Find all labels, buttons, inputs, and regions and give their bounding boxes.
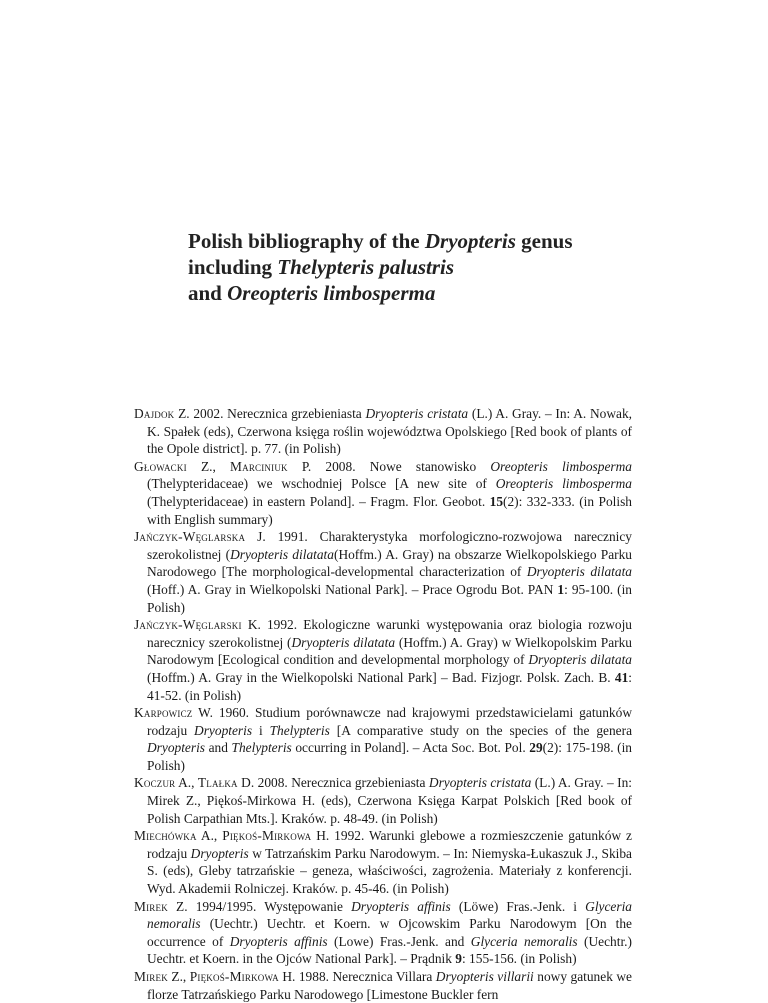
- reference-entry: [134, 968, 632, 1003]
- reference-text: nowy gatunek we florze Tatrzańskiego Parku Narodowego [Limestone Buckler fern: [147, 969, 632, 1002]
- author-name: Tlałka: [197, 775, 238, 791]
- title-line-2: [188, 254, 608, 280]
- species-name: Dryopteris cristata: [428, 775, 532, 791]
- reference-text: (Thelypteridaceae) we wschodniej Polsce [A new site of: [147, 476, 496, 492]
- author-name: Marciniuk: [230, 458, 288, 474]
- reference-text: (Uechtr.) Uechtr. et Koern. in the Ojców National Park]. – Prądnik: [147, 933, 632, 967]
- author-name: Piękoś-Mirkowa: [222, 828, 312, 844]
- reference-text: (Hoffm.) A. Gray) w Wielkopolskim Parku Narodowym [Ecological condition and developmental morphology of: [147, 634, 632, 668]
- reference-text: : 95-100. (in Polish): [147, 581, 633, 615]
- title-segment: genus: [515, 229, 573, 253]
- reference-text: (Hoff.) A. Gray in Wielkopolski National Park]. – Prace Ogrodu Bot. PAN: [147, 581, 558, 597]
- reference-entry: [134, 405, 632, 458]
- reference-text: (Thelypteridaceae) in eastern Poland]. – Fragm. Flor. Geobot.: [147, 493, 490, 509]
- reference-text: and: [205, 740, 232, 756]
- volume-number: 41: [614, 669, 629, 685]
- reference-entry: [134, 458, 632, 528]
- reference-text: occurring in Poland]. – Acta Soc. Bot. Pol.: [291, 740, 530, 756]
- author-name: Koczur: [134, 775, 176, 791]
- reference-text: (2): 175-198. (in Polish): [147, 740, 632, 773]
- reference-text: H. 1992. Warunki glebowe a rozmieszczenie gatunków z rodzaju: [147, 828, 632, 861]
- reference-entry: [134, 898, 632, 968]
- species-name: Dryopteris: [190, 845, 249, 861]
- species-name: Dryopteris: [147, 740, 206, 756]
- species-name: Dryopteris cristata: [365, 406, 469, 421]
- reference-text: A.,: [175, 775, 198, 791]
- article-title: [188, 228, 608, 306]
- species-name: Dryopteris dilatata: [528, 652, 632, 668]
- reference-text: D. 2008. Nerecznica grzebieniasta: [237, 775, 429, 791]
- reference-text: : 155-156. (in Polish): [461, 951, 577, 967]
- species-name: Oreopteris limbosperma: [495, 476, 632, 492]
- author-name: Dajdok: [134, 406, 175, 421]
- species-name: Glyceria nemoralis: [147, 898, 633, 932]
- species-name: Oreopteris limbosperma: [490, 458, 632, 474]
- reference-text: (L.) A. Gray. – In: Mirek Z., Piękoś-Mirkowa H. (eds), Czerwona Księga Karpat Polskich [Red book of Polish Carpathian Mts.]. Kraków. p. 48-49. (in Polish): [147, 775, 632, 826]
- title-line-1: [188, 228, 608, 254]
- author-name: Karpowicz: [134, 705, 193, 721]
- title-italic-segment: Thelypteris palustris: [277, 255, 455, 279]
- reference-text: Z.,: [186, 458, 231, 474]
- reference-entry: [134, 616, 632, 704]
- author-name: Jańczyk-Węglarski: [134, 617, 242, 633]
- reference-text: i: [252, 722, 270, 738]
- reference-text: Z.,: [167, 969, 190, 984]
- species-name: Dryopteris dilatata: [526, 564, 632, 580]
- reference-list: [134, 405, 632, 1003]
- reference-text: J. 1991. Charakterystyka morfologiczno-rozwojowa narecznicy szerokolistnej (: [147, 529, 632, 562]
- species-name: Dryopteris affinis: [229, 933, 328, 949]
- species-name: Glyceria nemoralis: [470, 933, 578, 949]
- species-name: Dryopteris: [194, 722, 253, 738]
- volume-number: 9: [455, 951, 462, 967]
- species-name: Dryopteris affinis: [351, 898, 451, 914]
- reference-entry: [134, 704, 632, 774]
- reference-text: (Uechtr.) Uechtr. et Koern. w Ojcowskim Parku Narodowym [On the occurrence of: [147, 916, 632, 949]
- reference-text: w Tatrzańskim Parku Narodowym. – In: Niemyska-Łukaszuk J., Skiba S. (eds), Gleby tatrzańskie – geneza, właściwości, zagrożenia. Materiały z konferencji. Wyd. Akademii Rolniczej. Kraków. p. 45-46. (in Polish): [147, 845, 633, 897]
- reference-text: : 41-52. (in Polish): [147, 669, 632, 703]
- reference-text: [A comparative study on the species of the genera: [329, 722, 633, 738]
- title-segment: and: [188, 281, 228, 305]
- volume-number: 29: [529, 740, 543, 756]
- author-name: Miechówka: [134, 828, 197, 844]
- title-segment: Polish bibliography of the: [188, 229, 425, 253]
- reference-text: Z. 1994/1995. Występowanie: [167, 898, 352, 914]
- reference-text: H. 1988. Nerecznica Villara: [278, 969, 436, 984]
- reference-text: K. 1992. Ekologiczne warunki występowania oraz biologia rozwoju narecznicy szerokolistnej (: [147, 617, 632, 650]
- reference-text: Z. 2002. Nerecznica grzebieniasta: [174, 406, 366, 421]
- author-name: Jańczyk-Węglarska: [134, 529, 246, 545]
- title-italic-segment: Oreopteris limbosperma: [227, 281, 436, 305]
- reference-entry: [134, 774, 632, 827]
- volume-number: 15: [489, 493, 504, 509]
- species-name: Thelypteris: [231, 740, 292, 756]
- reference-entry: [134, 528, 632, 616]
- species-name: Thelypteris: [269, 722, 330, 738]
- reference-text: (L.) A. Gray. – In: A. Nowak, K. Spałek (eds), Czerwona księga roślin województwa Opolskiego [Red book of plants of the Opole district]. p. 77. (in Polish): [147, 406, 633, 457]
- reference-text: A.,: [196, 828, 223, 844]
- species-name: Dryopteris villarii: [435, 969, 534, 984]
- reference-text: (Lowe) Fras.-Jenk. and: [327, 933, 471, 949]
- title-italic-segment: Dryopteris: [424, 229, 516, 253]
- reference-text: (2): 332-333. (in Polish with English summary): [147, 493, 632, 527]
- species-name: Dryopteris dilatata: [291, 634, 396, 650]
- author-name: Piękoś-Mirkowa: [189, 969, 279, 984]
- reference-text: P. 2008. Nowe stanowisko: [287, 458, 491, 474]
- reference-text: W. 1960. Studium porównawcze nad krajowymi przedstawicielami gatunków rodzaju: [147, 705, 632, 738]
- reference-entry: [134, 827, 632, 897]
- reference-text: (Hoffm.) A. Gray) na obszarze Wielkopolskiego Parku Narodowego [The morphological-developmental characterization of: [147, 546, 632, 580]
- volume-number: 1: [557, 581, 565, 597]
- author-name: Mirek: [134, 969, 168, 984]
- title-line-3: [188, 280, 608, 306]
- author-name: Głowacki: [134, 458, 187, 474]
- title-segment: including: [188, 255, 278, 279]
- reference-text: (Löwe) Fras.-Jenk. i: [450, 898, 586, 914]
- reference-text: (Hoffm.) A. Gray in the Wielkopolski National Park] – Bad. Fizjogr. Polsk. Zach. B.: [147, 669, 615, 685]
- author-name: Mirek: [134, 898, 168, 914]
- species-name: Dryopteris dilatata: [230, 546, 334, 562]
